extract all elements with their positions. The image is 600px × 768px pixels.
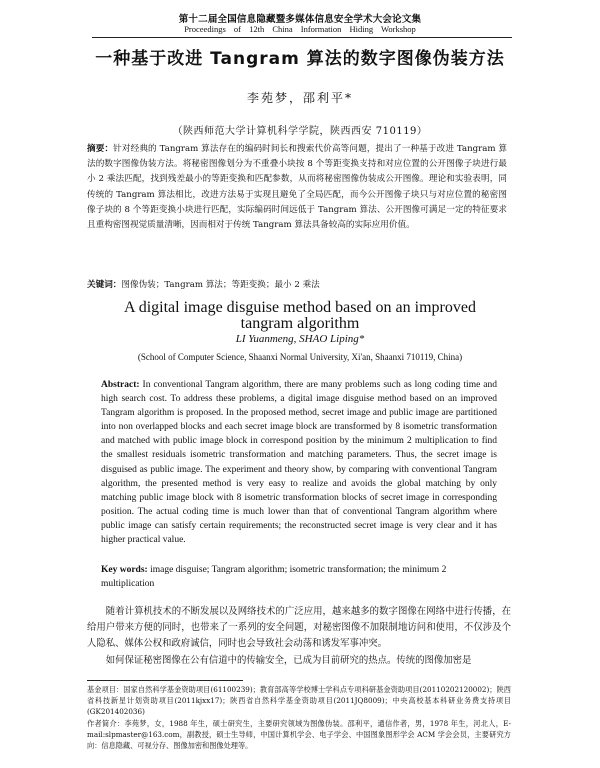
abstract-chinese-text: 针对经典的 Tangram 算法存在的编码时间长和搜索代价高等问题，提出了一种基于改进 Tangram 算法的数字图像伪装方法。将秘密图像划分为不重叠小块按 8 个等距变换支持和对应位置的公开图像子块进行最小 2 乘法匹配，找到残差最小的等距变换和匹配参数，从而将秘密图像伪装成公开图像。理论和实验表明，同传统的 Tangram 算法相比，改进方法易于实现且避免了全局匹配，而今公开图像子块只与对应位置的秘密图像子块的 8 个等距变换小块进行匹配，实际编码时间远低于 Tangram 算法、公开图像可满足一定的特征要求且重构密图视觉质量清晰，因而相对于传统 Tangram 算法具备较高的实际应用价值。 (87, 144, 507, 231)
footnote-funding: 基金项目：国家自然科学基金资助项目(61100239)；教育部高等学校博士学科点专项科研基金资助项目(20110202120002)；陕西省科技新星计划资助项目(2011kjxx17)；陕西省自然科学基金资助项目(2011JQ8009)；中央高校基本科研业务费支持项目(GK201402036) (87, 685, 511, 717)
abstract-english-text: In conventional Tangram algorithm, there are many problems such as long coding time and high search cost. To address these problems, a digital image disguise method based on an improved Tangram algorithm is proposed. In the proposed method, secret image and public image are partitioned into non overlapped blocks and each secret image block are transformed by 8 isometric transformation and matched with public image block in correspond position by the minimum 2 multiplication to find the smallest residuals isometric transformation and matching parameters. Thus, the secret image is disguised as public image. The experiment and theory show, by comparing with conventional Tangram algorithm, the presented method is very easy to realize and avoids the global matching by only matching public image block with 8 isometric transformation blocks of secret image in corresponding position. The actual coding time is much lower than that of conventional Tangram algorithm where public image can satisfy certain requirements; the reconstructed secret image is very clear and it has higher practical value. (101, 380, 498, 546)
keywords-chinese-label: 关键词： (87, 280, 122, 290)
keywords-chinese (87, 278, 507, 290)
body-text (87, 604, 511, 669)
abstract-english-label: Abstract: (101, 380, 140, 390)
header-rule (92, 37, 512, 38)
footnote (87, 684, 511, 751)
footnote-author-bio: 作者简介：李苑梦，女，1988 年生，硕士研究生，主要研究领域为图像伪装。邵利平，通信作者，男，1978 年生，河北人，E-mail:slpmaster@163.com，副教授，硕士生导师，中国计算机学会、电子学会、中国图象图形学会 ACM 学会会员，主要研究方向：信息隐藏、可视分存、图像加密和图像处理等。 (87, 718, 511, 751)
paper-title-english (0, 300, 600, 332)
paper-title-chinese: 一种基于改进 Tangram 算法的数字图像伪装方法 (95, 49, 505, 69)
running-head-chinese: 第十二届全国信息隐藏暨多媒体信息安全学术大会论文集 (178, 14, 422, 25)
paper-title-english-line1: A digital image disguise method based on an improved (124, 299, 476, 316)
footnote-rule (87, 680, 243, 681)
running-head-english: Proceedings of 12th China Information Hiding Workshop (184, 24, 416, 34)
authors-chinese: 李苑梦，邵利平* (246, 91, 353, 105)
body-paragraph: 如何保证秘密图像在公有信道中的传输安全，已成为目前研究的热点。传统的图像加密是 (105, 654, 472, 666)
abstract-chinese-label: 摘要： (87, 144, 114, 154)
abstract-english (101, 378, 497, 547)
affiliation-english: (School of Computer Science, Shaanxi Normal University, Xi'an, Shaanxi 710119, China) (137, 352, 463, 362)
keywords-english-label: Key words: (101, 565, 148, 575)
keywords-english (101, 563, 497, 591)
body-paragraph: 随着计算机技术的不断发展以及网络技术的广泛应用，越来越多的数字图像在网络中进行传播，在给用户带来方便的同时，也带来了一系列的安全问题，对秘密图像不加限制地访问和使用，不仅涉及个人隐私、媒体公权和政府诚信，同时也会导致社会动荡和诱发军事冲突。 (87, 606, 511, 650)
authors-english: LI Yuanmeng, SHAO Liping* (235, 333, 365, 345)
abstract-chinese (87, 142, 507, 233)
keywords-english-text: image disguise; Tangram algorithm; isometric transformation; the minimum 2 multiplication (101, 565, 447, 589)
paper-title-english-line2: tangram algorithm (240, 315, 360, 332)
keywords-chinese-text: 图像伪装；Tangram 算法；等距变换；最小 2 乘法 (121, 280, 320, 290)
affiliation-chinese: （陕西师范大学计算机科学学院，陕西西安 710119） (172, 126, 428, 137)
